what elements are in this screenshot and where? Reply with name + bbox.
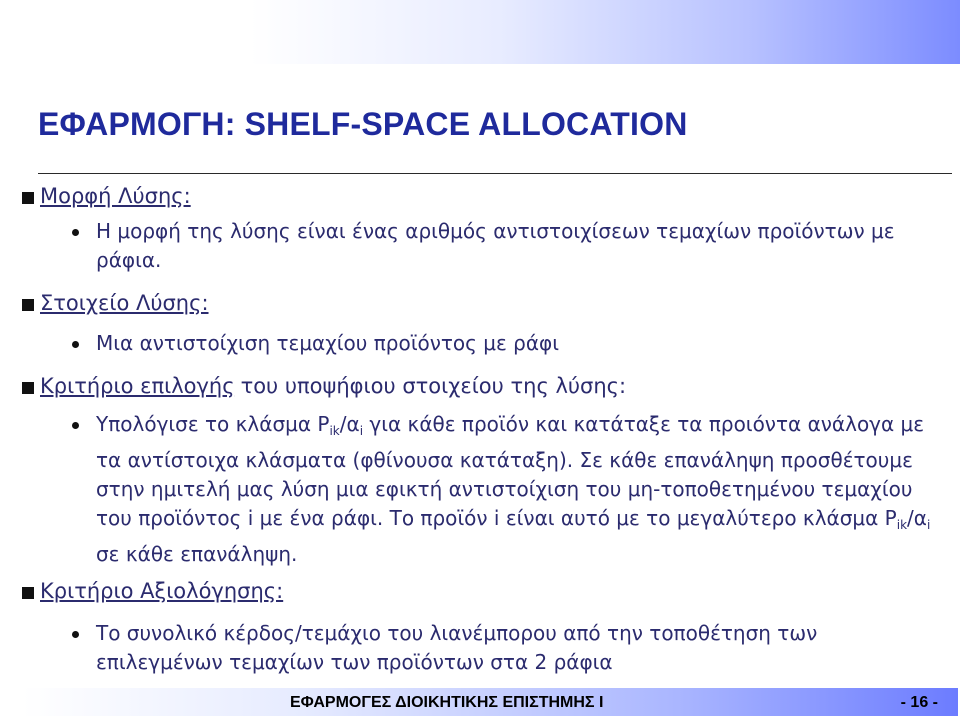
bullet-text: Το συνολικό κέρδος/τεμάχιο του λιανέμπορου από την τοποθέτηση των επιλεγμένων τεμαχίων των προϊόντων στα 2 ράφια [96,621,818,674]
bullet-item [22,410,932,569]
bullet-text: Μια αντιστοίχιση τεμαχίου προϊόντος με ράφι [96,331,559,355]
bullet-item [22,329,932,358]
section-label: Κριτήριο Αξιολόγησης: [40,579,284,603]
footer-course-title: ΕΦΑΡΜΟΓΕΣ ΔΙΟΙΚΗΤΙΚΗΣ ΕΠΙΣΤΗΜΗΣ Ι [290,694,604,711]
section-evaluation-criterion [22,579,932,603]
header-gradient-band [250,0,960,64]
slide-content [22,184,932,677]
section-label: Κριτήριο επιλογής [40,374,235,398]
section-solution-form [22,184,932,208]
slide-title: ΕΦΑΡΜΟΓΗ: SHELF-SPACE ALLOCATION [38,106,688,142]
section-label: Μορφή Λύσης: [40,184,191,208]
section-solution-element [22,291,932,315]
section-label-rest: του υποψήφιου στοιχείου της λύσης: [240,374,627,398]
bullet-dot-icon [72,631,79,638]
bullet-text: Η μορφή της λύσης είναι ένας αριθμός αντιστοιχίσεων τεμαχίων προϊόντων με ράφια. [96,219,895,272]
section-selection-criterion [22,374,932,398]
square-bullet-icon [22,587,34,599]
square-bullet-icon [22,192,34,204]
title-divider [38,173,952,174]
bullet-dot-icon [72,422,79,429]
section-label: Στοιχείο Λύσης: [40,291,209,315]
bullet-item [22,217,932,275]
footer-page-number: - 16 - [900,694,938,711]
square-bullet-icon [22,382,34,394]
square-bullet-icon [22,299,34,311]
bullet-dot-icon [72,341,79,348]
bullet-item [22,619,932,677]
bullet-dot-icon [72,229,79,236]
bullet-text: Υπολόγισε το κλάσμα $P_{ik}/\alpha_i$ για κάθε προϊόν και κατάταξε τα προιόντα ανάλογα με τα αντίστοιχα κλάσματα (φθίνουσα κατάταξη). Σε κάθε επανάληψη προσθέτουμε στην ημιτελή μας λύση μια εφικτή αντιστοίχιση του μη-τοποθετημένου τεμαχίου του προϊόντος i με ένα ράφι. Το προϊόν i είναι αυτό με το μεγαλύτερο κλάσμα $P_{ik}/\alpha_i$ σε κάθε επανάληψη. [96,412,931,566]
